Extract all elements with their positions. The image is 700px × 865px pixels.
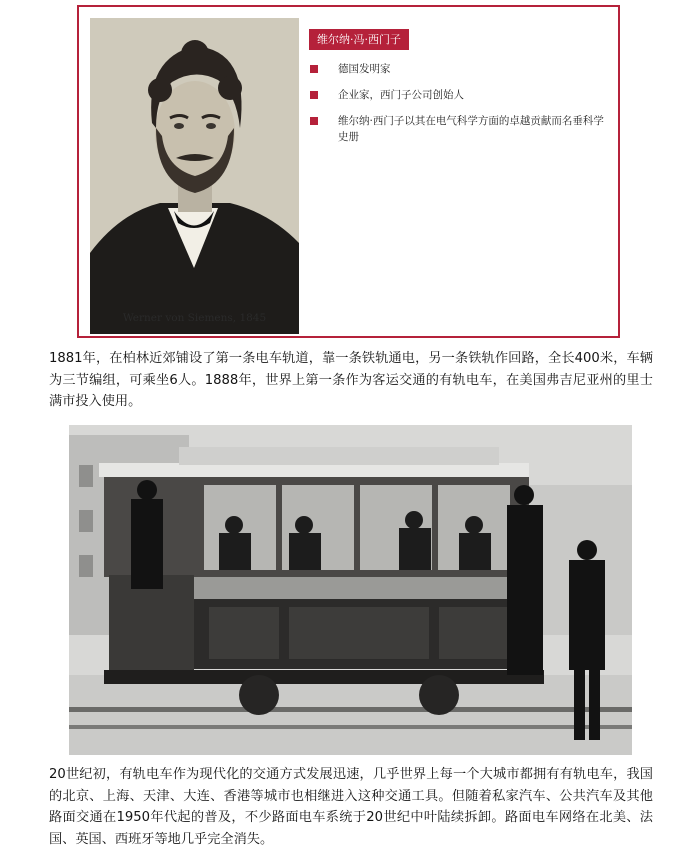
fact-list — [310, 61, 610, 155]
fact-item — [310, 61, 610, 77]
bullet-square-icon — [310, 91, 318, 99]
fact-text: 维尔纳·西门子以其在电气科学方面的卓越贡献而名垂科学史册 — [338, 115, 604, 143]
tram-photo — [69, 425, 632, 755]
fact-item — [310, 87, 610, 103]
bullet-square-icon — [310, 65, 318, 73]
profile-card — [77, 5, 620, 338]
portrait-caption: Werner von Siemens, 1845 — [122, 312, 267, 324]
name-tag: 维尔纳·冯·西门子 — [309, 29, 409, 50]
fact-text: 企业家，西门子公司创始人 — [338, 89, 464, 101]
fact-text: 德国发明家 — [338, 63, 391, 75]
bullet-square-icon — [310, 117, 318, 125]
history-paragraph-2: 20世纪初，有轨电车作为现代化的交通方式发展迅速，几乎世界上每一个大城市都拥有有轨电车，我国的北京、上海、天津、大连、香港等城市也相继进入这种交通工具。但随着私家汽车、公共汽车及其他路面交通在1950年代起的普及，不少路面电车系统于20世纪中叶陆续拆卸。路面电车网络在北美、法国、英国、西班牙等地几乎完全消失。 — [49, 767, 653, 847]
portrait-photo — [90, 18, 299, 334]
history-paragraph-1: 1881年，在柏林近郊铺设了第一条电车轨道，靠一条铁轨通电，另一条铁轨作回路，全长400米，车辆为三节编组，可乘坐6人。1888年，世界上第一条作为客运交通的有轨电车，在美国弗吉尼亚州的里士满市投入使用。 — [49, 351, 653, 409]
fact-item — [310, 113, 610, 145]
